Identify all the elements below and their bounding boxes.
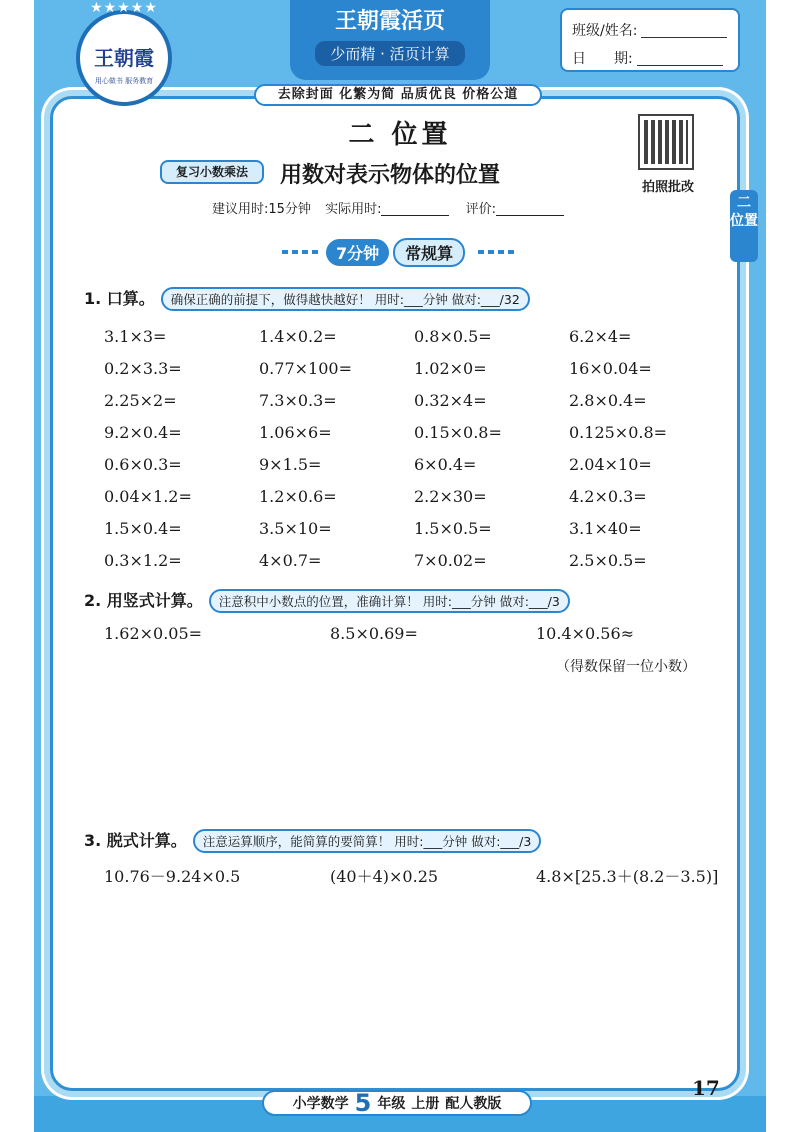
table-row (104, 512, 724, 544)
brand-title: 王朝霞活页 (334, 8, 445, 34)
review-tag: 复习小数乘法 (160, 160, 264, 184)
table-row (104, 416, 724, 448)
mental-math-grid (104, 320, 724, 576)
student-info-box (560, 8, 740, 72)
footer-badge (262, 1090, 532, 1116)
problem: 0.04×1.2= (104, 486, 192, 506)
question-2-items (104, 624, 634, 643)
class-name-field[interactable] (641, 24, 727, 38)
problem: 2.8×0.4= (569, 390, 647, 410)
footer-edition: 配人教版 (445, 1096, 502, 1112)
rounding-hint: （得数保留一位小数） (556, 659, 696, 675)
problem: 2.25×2= (104, 390, 177, 410)
table-row (104, 544, 724, 576)
logo-subtext: 用心做书 服务教育 (94, 77, 154, 85)
qr-label: 拍照批改 (641, 180, 694, 195)
class-name-row (572, 20, 738, 44)
problem: 1.5×0.4= (104, 518, 182, 538)
problem: 1.02×0= (414, 358, 487, 378)
problem: 3.5×10= (259, 518, 332, 538)
problem: 6×0.4= (414, 454, 477, 474)
table-row (104, 352, 724, 384)
problem: 1.2×0.6= (259, 486, 337, 506)
question-3-header (84, 828, 541, 853)
problem: (40＋4)×0.25 (330, 867, 439, 886)
problem: 0.2×3.3= (104, 358, 182, 378)
problem: 10.4×0.56≈ (536, 624, 635, 643)
question-1-title: 1. 口算。 (84, 289, 155, 308)
star-icon: ★★★★★ (90, 0, 158, 16)
actual-time-field[interactable] (381, 204, 449, 216)
problem: 16×0.04= (569, 358, 652, 378)
question-3-note: 注意运算顺序，能简算的要简算！ 用时:___分钟 做对:___/3 (193, 829, 542, 853)
divider-right (478, 250, 518, 254)
problem: 0.15×0.8= (414, 422, 502, 442)
problem: 0.8×0.5= (414, 326, 492, 346)
question-3-title: 3. 脱式计算。 (84, 831, 187, 850)
problem: 0.6×0.3= (104, 454, 182, 474)
rating-field[interactable] (496, 204, 564, 216)
problem: 4.2×0.3= (569, 486, 647, 506)
problem: 3.1×3= (104, 326, 167, 346)
footer-grade: 年级 (377, 1096, 406, 1112)
section-name: 常规算 (393, 238, 465, 267)
question-2-note: 注意积中小数点的位置，准确计算！ 用时:___分钟 做对:___/3 (209, 589, 570, 613)
problem: 2.2×30= (414, 486, 487, 506)
divider-left (282, 250, 322, 254)
problem: 0.125×0.8= (569, 422, 668, 442)
question-1-header (84, 286, 530, 311)
problem: 9×1.5= (259, 454, 322, 474)
problem: 7×0.02= (414, 550, 487, 570)
problem: 0.32×4= (414, 390, 487, 410)
problem: 1.4×0.2= (259, 326, 337, 346)
suggested-time: 建议用时:15分钟 (212, 202, 311, 217)
logo-text: 王朝霞 (94, 46, 154, 70)
actual-time-label: 实际用时: (325, 202, 382, 217)
problem: 0.3×1.2= (104, 550, 182, 570)
question-3-items (104, 864, 718, 887)
unit-title: 二 位置 (348, 120, 452, 150)
table-row (104, 480, 724, 512)
brand-logo (76, 0, 172, 106)
question-1-note: 确保正确的前提下，做得越快越好！ 用时:___分钟 做对:___/32 (161, 287, 530, 311)
problem: 4.8×[25.3＋(8.2－3.5)] (536, 867, 719, 886)
lesson-title: 用数对表示物体的位置 (280, 163, 501, 188)
problem: 6.2×4= (569, 326, 632, 346)
side-tab: 二 位置 (730, 190, 758, 262)
section-time: 7分钟 (326, 239, 389, 266)
footer-subject: 小学数学 (292, 1096, 349, 1112)
problem: 8.5×0.69= (330, 624, 418, 643)
problem: 2.5×0.5= (569, 550, 647, 570)
problem: 10.76－9.24×0.5 (104, 867, 241, 886)
problem: 2.04×10= (569, 454, 652, 474)
problem: 1.06×6= (259, 422, 332, 442)
table-row (104, 320, 724, 352)
brand-subtitle: 少而精 · 活页计算 (315, 41, 465, 66)
section-pill (326, 238, 465, 266)
date-field[interactable] (637, 52, 723, 66)
date-row (572, 48, 738, 72)
time-info (212, 198, 564, 217)
date-label: 日 期: (572, 51, 633, 67)
problem: 7.3×0.3= (259, 390, 337, 410)
problem: 4×0.7= (259, 550, 322, 570)
question-2-title: 2. 用竖式计算。 (84, 591, 203, 610)
footer-volume: 上册 (411, 1096, 440, 1112)
problem: 1.5×0.5= (414, 518, 492, 538)
class-name-label: 班级/姓名: (572, 23, 638, 39)
problem: 3.1×40= (569, 518, 642, 538)
problem: 1.62×0.05= (104, 624, 203, 643)
problem: 9.2×0.4= (104, 422, 182, 442)
footer-grade-number: 5 (354, 1089, 372, 1117)
brand-banner (290, 0, 490, 80)
question-2-header (84, 588, 570, 613)
slogan: 去除封面 化繁为简 品质优良 价格公道 (254, 84, 542, 106)
rating-label: 评价: (465, 202, 496, 217)
problem: 0.77×100= (259, 358, 352, 378)
page-number: 17 (692, 1076, 720, 1100)
table-row (104, 384, 724, 416)
table-row (104, 448, 724, 480)
